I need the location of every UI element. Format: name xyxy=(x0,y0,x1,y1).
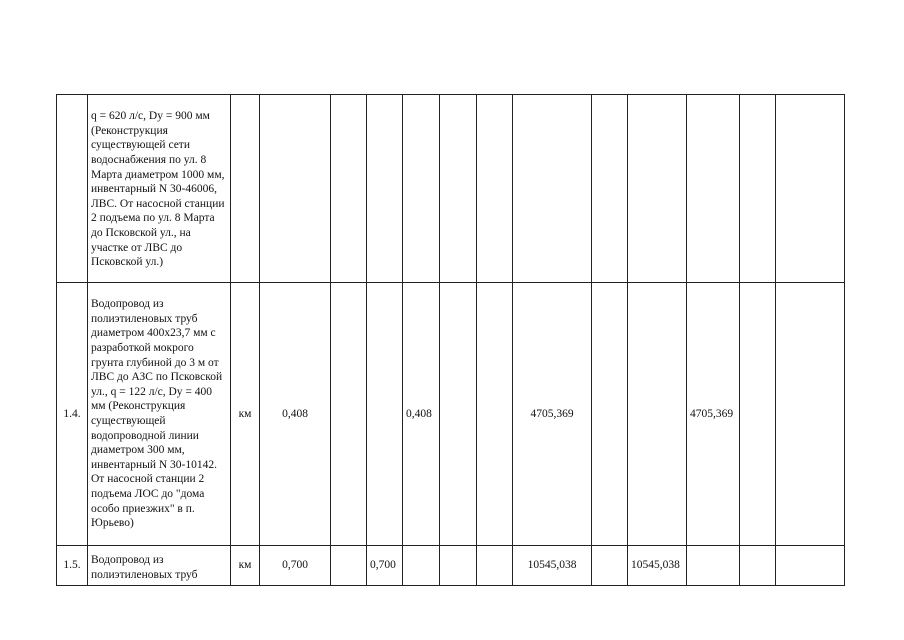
cell-col11 xyxy=(592,546,628,586)
table-row xyxy=(57,546,845,586)
table-row xyxy=(57,95,845,283)
cell-col15 xyxy=(776,546,845,586)
cell-col14 xyxy=(740,546,776,586)
cell-col6: 0,700 xyxy=(367,546,403,586)
cell-col9 xyxy=(477,546,513,586)
cell-col12 xyxy=(628,95,687,283)
cell-col6 xyxy=(367,95,403,283)
cell-col9 xyxy=(477,95,513,283)
cell-col12 xyxy=(628,283,687,546)
cell-col7 xyxy=(403,546,440,586)
cell-col5 xyxy=(331,95,367,283)
cell-col14 xyxy=(740,95,776,283)
cell-col11 xyxy=(592,95,628,283)
cell-length-total xyxy=(260,95,331,283)
cell-col7: 0,408 xyxy=(403,283,440,546)
cell-col5 xyxy=(331,283,367,546)
row-unit: км xyxy=(231,283,260,546)
row-number: 1.4. xyxy=(57,283,88,546)
cell-col7 xyxy=(403,95,440,283)
cell-length-total: 0,700 xyxy=(260,546,331,586)
row-unit xyxy=(231,95,260,283)
cell-col8 xyxy=(440,95,477,283)
row-description: Водопровод из полиэтиленовых труб диаметром 400x23,7 мм с разработкой мокрого грунта глубиной до 3 м от ЛВС до АЗС по Псковской ул., q = 122 л/с, Dy = 400 мм (Реконструкция существующей водопроводной линии диаметром 300 мм, инвентарный N 30-10142. От насосной станции 2 подъема ЛОС до "дома особо приезжих" в п. Юрьево) xyxy=(88,283,231,546)
cell-col14 xyxy=(740,283,776,546)
cell-col13 xyxy=(687,95,740,283)
cell-col8 xyxy=(440,546,477,586)
cell-col8 xyxy=(440,283,477,546)
cell-col12: 10545,038 xyxy=(628,546,687,586)
table-row xyxy=(57,283,845,546)
row-unit: км xyxy=(231,546,260,586)
cell-cost-total: 4705,369 xyxy=(513,283,592,546)
cell-col9 xyxy=(477,283,513,546)
row-description: q = 620 л/с, Dy = 900 мм (Реконструкция существующей сети водоснабжения по ул. 8 Марта диаметром 1000 мм, инвентарный N 30-46006, ЛВС. От насосной станции 2 подъема по ул. 8 Марта до Псковской ул., на участке от ЛВС до Псковской ул.) xyxy=(88,95,231,283)
cell-col6 xyxy=(367,283,403,546)
cell-cost-total xyxy=(513,95,592,283)
row-number xyxy=(57,95,88,283)
cell-col11 xyxy=(592,283,628,546)
cell-cost-total: 10545,038 xyxy=(513,546,592,586)
cell-col13: 4705,369 xyxy=(687,283,740,546)
cell-col13 xyxy=(687,546,740,586)
infrastructure-table xyxy=(56,94,845,586)
row-description: Водопровод из полиэтиленовых труб xyxy=(88,546,231,586)
row-number: 1.5. xyxy=(57,546,88,586)
cell-col15 xyxy=(776,95,845,283)
cell-col5 xyxy=(331,546,367,586)
cell-length-total: 0,408 xyxy=(260,283,331,546)
cell-col15 xyxy=(776,283,845,546)
